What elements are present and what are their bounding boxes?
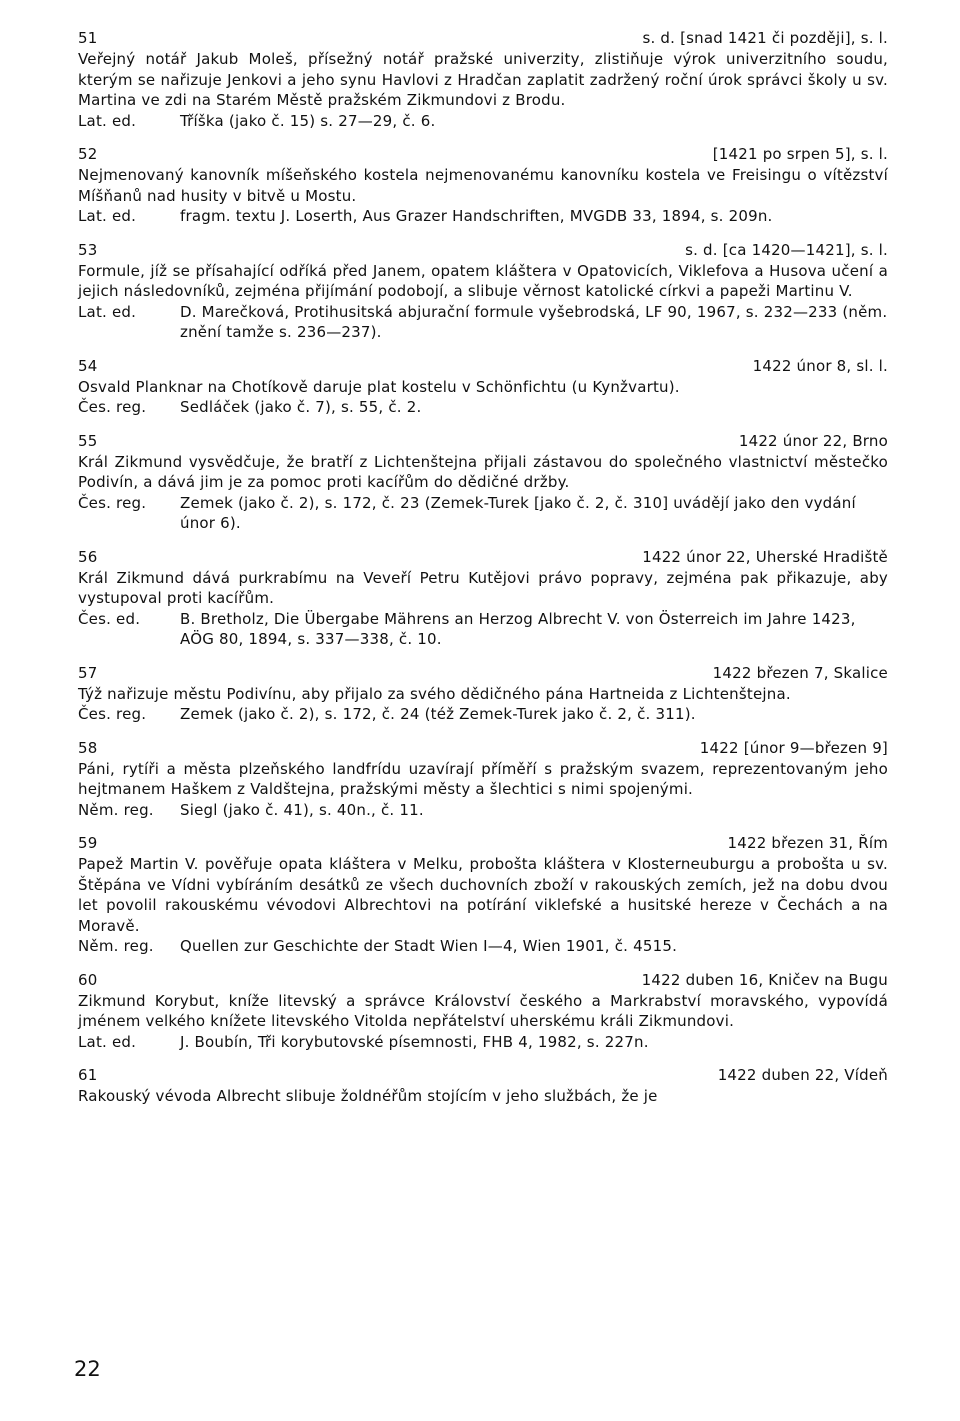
entry-number: 52 — [78, 145, 98, 163]
regest-entry — [78, 833, 888, 957]
entry-date-place: 1422 březen 31, Řím — [727, 834, 888, 852]
regest-entry — [78, 356, 888, 418]
entry-number: 58 — [78, 738, 98, 757]
regest-entry — [78, 1065, 888, 1107]
entry-date-place: 1422 [únor 9—březen 9] — [699, 738, 888, 757]
regest-entry — [78, 738, 888, 821]
entry-header — [78, 738, 888, 759]
regest-entry — [78, 28, 888, 131]
reference-label: Čes. reg. — [78, 398, 147, 416]
regest-entry — [78, 144, 888, 227]
entry-reference — [78, 704, 888, 725]
entry-text: Král Zikmund dává purkrabímu na Veveří Petru Kutějovi právo popravy, zejména pak přikazuje, aby vystupoval proti kacířům. — [78, 568, 888, 607]
entry-number: 54 — [78, 356, 98, 375]
entry-date-place: [1421 po srpen 5], s. l. — [712, 145, 888, 163]
reference-text: Zemek (jako č. 2), s. 172, č. 23 (Zemek-Turek [jako č. 2, č. 310] uvádějí jako den vydání únor 6). — [180, 493, 856, 532]
entry-text: Týž nařizuje městu Podivínu, aby přijalo za svého dědičného pána Hartneida z Lichtenštejna. — [78, 684, 791, 703]
entry-reference — [78, 609, 888, 650]
reference-text: fragm. textu J. Loserth, Aus Grazer Handschriften, MVGDB 33, 1894, s. 209n. — [180, 207, 773, 225]
entry-reference — [78, 111, 888, 132]
entry-date-place: 1422 duben 16, Kničev na Bugu — [641, 970, 888, 989]
reference-text: D. Marečková, Protihusitská abjurační formule vyšebrodská, LF 90, 1967, s. 232—233 (něm. znění tamže s. 236—237). — [180, 302, 888, 341]
entry-date-place: 1422 únor 8, sl. l. — [752, 356, 888, 375]
reference-text: Tříška (jako č. 15) s. 27—29, č. 6. — [180, 111, 436, 130]
entry-header — [78, 1065, 888, 1086]
entry-header — [78, 547, 888, 568]
entry-reference — [78, 206, 888, 227]
page-number: 22 — [74, 1357, 101, 1381]
entry-reference — [78, 493, 888, 534]
reference-label: Lat. ed. — [78, 302, 137, 321]
entry-text: Formule, jíž se přísahající odříká před Janem, opatem kláštera v Opatovicích, Viklefova a Husova učení a jejich následovníků, zejména přijímání podobojí, a slibuje věrnost katolické církvi a papeži Martinu V. — [78, 261, 888, 300]
entry-date-place: s. d. [snad 1421 či později], s. l. — [642, 29, 888, 47]
entry-text: Zikmund Korybut, kníže litevský a správce Království českého a Markrabství moravského, vypovídá jménem velkého knížete litevského Vitolda nepřátelství uherskému králi Zikmundovi. — [78, 991, 888, 1030]
reference-label: Lat. ed. — [78, 111, 137, 130]
reference-text: Sedláček (jako č. 7), s. 55, č. 2. — [180, 398, 422, 416]
reference-label: Lat. ed. — [78, 207, 137, 225]
regest-entry — [78, 240, 888, 343]
entry-date-place: 1422 únor 22, Brno — [738, 431, 888, 450]
entry-text: Papež Martin V. pověřuje opata kláštera v Melku, probošta kláštera v Klosterneuburgu a probošta u sv. Štěpána ve Vídni vybíráním desátků ze všech duchovních zboží v rakouských zemích, jež na dobu dvou let povolil rakouskému vévodovi Albrechtovi na potírání viklefské a husitské hereze v Čechách a na Moravě. — [78, 855, 888, 935]
entry-reference — [78, 302, 888, 343]
regest-entry — [78, 970, 888, 1053]
reference-label: Čes. reg. — [78, 705, 147, 723]
entry-header — [78, 833, 888, 854]
entry-reference — [78, 936, 888, 957]
entry-number: 59 — [78, 834, 98, 852]
regest-entry — [78, 547, 888, 650]
entry-date-place: 1422 duben 22, Vídeň — [717, 1066, 888, 1084]
entry-text: Veřejný notář Jakub Moleš, přísežný notář pražské univerzity, zlistiňuje výrok univerzitního soudu, kterým se nařizuje Jenkovi a jeho synu Havlovi z Hradčan zaplatit zadržený roční úrok správci školy u sv. Martina ve zdi na Starém Městě pražském Zikmundovi z Brodu. — [78, 50, 888, 109]
entry-number: 61 — [78, 1066, 98, 1084]
reference-label: Něm. reg. — [78, 800, 154, 819]
entry-number: 53 — [78, 240, 98, 259]
entry-number: 55 — [78, 431, 98, 450]
reference-label: Čes. ed. — [78, 609, 141, 628]
entry-text: Osvald Planknar na Chotíkově daruje plat kostelu v Schönfichtu (u Kynžvartu). — [78, 377, 680, 396]
entry-header — [78, 144, 888, 165]
entry-text: Král Zikmund vysvědčuje, že bratří z Lichtenštejna přijali zástavou do společného vlastnictví městečko Podivín, a dává jim je za pomoc proti kacířům do dědičné držby. — [78, 452, 888, 491]
reference-text: Zemek (jako č. 2), s. 172, č. 24 (též Zemek-Turek jako č. 2, č. 311). — [180, 705, 696, 723]
reference-text: Siegl (jako č. 41), s. 40n., č. 11. — [180, 800, 424, 819]
entry-header — [78, 356, 888, 377]
entry-number: 60 — [78, 970, 98, 989]
entry-reference — [78, 397, 888, 418]
entry-number: 57 — [78, 663, 98, 682]
regest-entry — [78, 663, 888, 725]
reference-text: B. Bretholz, Die Übergabe Mährens an Herzog Albrecht V. von Österreich im Jahre 1423, AÖG 80, 1894, s. 337—338, č. 10. — [180, 609, 856, 648]
reference-text: J. Boubín, Tři korybutovské písemnosti, FHB 4, 1982, s. 227n. — [180, 1032, 649, 1051]
entry-header — [78, 240, 888, 261]
reference-label: Lat. ed. — [78, 1032, 137, 1051]
reference-label: Něm. reg. — [78, 937, 154, 955]
regest-entry — [78, 431, 888, 534]
entry-number: 56 — [78, 547, 98, 566]
reference-text: Quellen zur Geschichte der Stadt Wien I—4, Wien 1901, č. 4515. — [180, 937, 678, 955]
document-page — [78, 28, 888, 1120]
entry-header — [78, 431, 888, 452]
entry-text: Nejmenovaný kanovník míšeňského kostela nejmenovanému kanovníku kostela ve Freisingu o vítězství Míšňanů nad husity v bitvě u Mostu. — [78, 166, 888, 205]
entry-text: Páni, rytíři a města plzeňského landfrídu uzavírají příměří s pražským svazem, reprezentovaným jeho hejtmanem Haškem z Valdštejna, pražskými městy a šlechtici s nimi spojenými. — [78, 759, 888, 798]
entry-reference — [78, 1032, 888, 1053]
reference-label: Čes. reg. — [78, 493, 147, 512]
entry-date-place: 1422 březen 7, Skalice — [712, 663, 888, 682]
entry-date-place: s. d. [ca 1420—1421], s. l. — [685, 240, 888, 259]
entry-text: Rakouský vévoda Albrecht slibuje žoldnéřům stojícím v jeho službách, že je — [78, 1087, 658, 1105]
entry-reference — [78, 800, 888, 821]
entry-header — [78, 663, 888, 684]
entry-header — [78, 970, 888, 991]
entry-header — [78, 28, 888, 49]
entry-number: 51 — [78, 29, 98, 47]
entry-date-place: 1422 únor 22, Uherské Hradiště — [642, 547, 888, 566]
